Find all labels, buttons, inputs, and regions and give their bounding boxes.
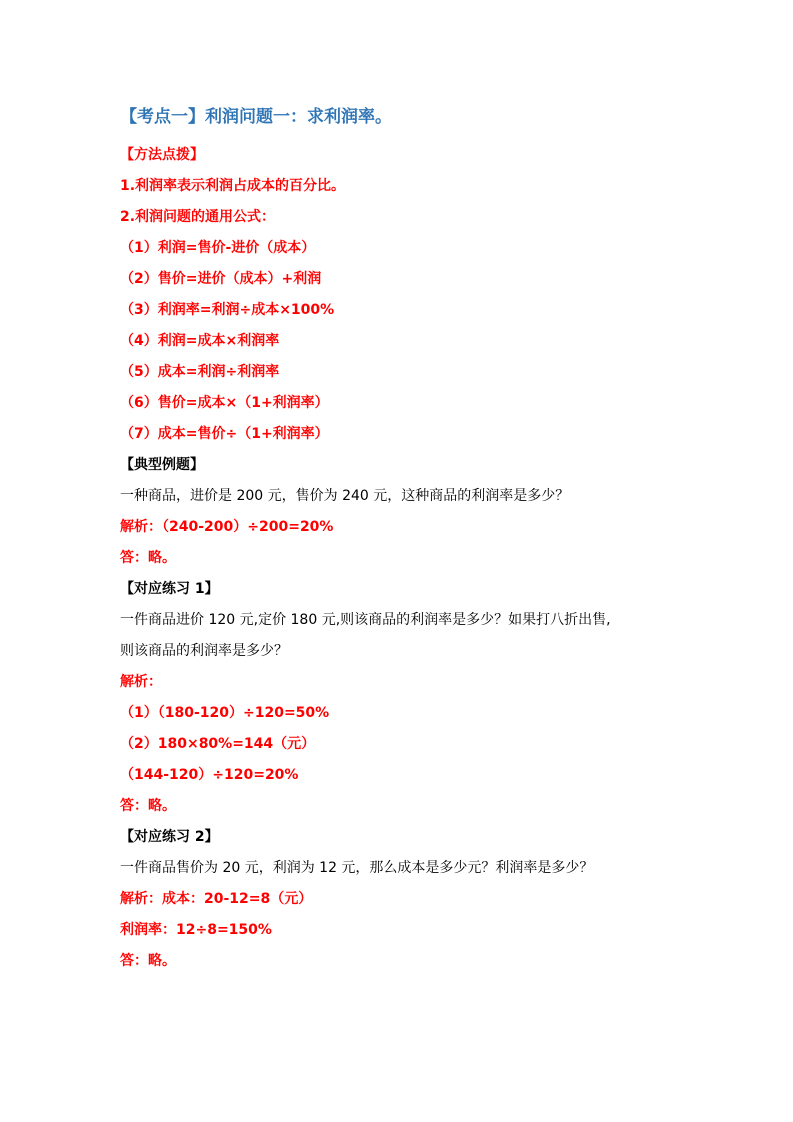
formula-item: （2）售价=进价（成本）+利润 bbox=[120, 271, 322, 287]
practice-1-step: （2）180×80%=144（元） bbox=[120, 736, 316, 752]
practice-2-solution-line-1: 解析：成本：20-12=8（元） bbox=[120, 891, 313, 907]
section-title: 【考点一】利润问题一：求利润率。 bbox=[120, 107, 392, 127]
practice-1-step: （144-120）÷120=20% bbox=[120, 767, 299, 783]
practice-1-solution-label: 解析： bbox=[120, 674, 162, 690]
example-heading: 【典型例题】 bbox=[120, 457, 204, 473]
formula-item: （1）利润=售价-进价（成本） bbox=[120, 240, 316, 256]
formula-item: （5）成本=利润÷利润率 bbox=[120, 364, 280, 380]
method-heading: 【方法点拨】 bbox=[120, 147, 204, 163]
practice-2-solution-line-2: 利润率：12÷8=150% bbox=[120, 922, 272, 938]
example-question: 一种商品，进价是 200 元，售价为 240 元，这种商品的利润率是多少？ bbox=[120, 488, 570, 504]
practice-1-step: （1）（180-120）÷120=50% bbox=[120, 705, 330, 721]
formula-item: （3）利润率=利润÷成本×100% bbox=[120, 302, 335, 318]
formula-item: （4）利润=成本×利润率 bbox=[120, 333, 280, 349]
practice-2-heading: 【对应练习 2】 bbox=[120, 829, 219, 845]
practice-1-answer: 答：略。 bbox=[120, 798, 176, 814]
formula-item: （6）售价=成本×（1+利润率） bbox=[120, 395, 329, 411]
formula-item: （7）成本=售价÷（1+利润率） bbox=[120, 426, 329, 442]
practice-2-question: 一件商品售价为 20 元，利润为 12 元，那么成本是多少元？利润率是多少？ bbox=[120, 860, 594, 876]
document-content bbox=[120, 100, 680, 977]
practice-2-answer: 答：略。 bbox=[120, 953, 176, 969]
practice-1-heading: 【对应练习 1】 bbox=[120, 581, 219, 597]
example-answer: 答：略。 bbox=[120, 550, 176, 566]
method-point-1: 1.利润率表示利润占成本的百分比。 bbox=[120, 178, 346, 194]
practice-1-question-line-1: 一件商品进价 120 元,定价 180 元,则该商品的利润率是多少？如果打八折出售, bbox=[120, 612, 611, 628]
example-solution: 解析：（240-200）÷200=20% bbox=[120, 519, 334, 535]
method-point-2: 2.利润问题的通用公式： bbox=[120, 209, 276, 225]
practice-1-question-line-2: 则该商品的利润率是多少？ bbox=[120, 643, 288, 659]
